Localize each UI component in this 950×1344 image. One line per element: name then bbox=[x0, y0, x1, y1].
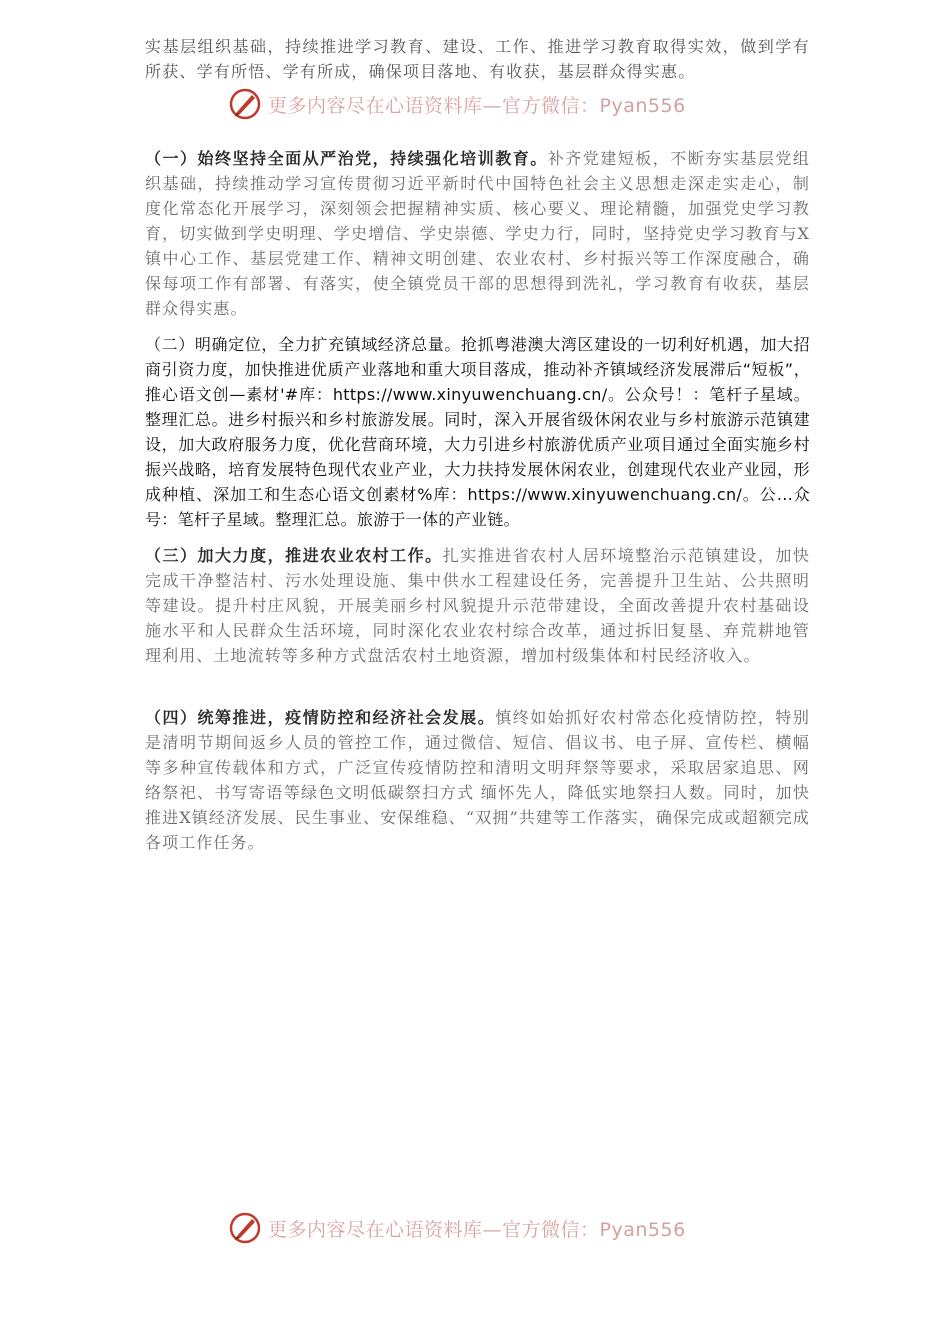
watermark-banner-bottom bbox=[228, 1210, 748, 1246]
pen-logo-icon bbox=[228, 87, 262, 121]
pen-logo-icon bbox=[228, 1211, 262, 1245]
watermark-banner-top bbox=[228, 86, 748, 122]
banner-text: 更多内容尽在心语资料库—官方微信：Pyan556 bbox=[268, 94, 686, 117]
paragraph-3: （三）加大力度，推进农业农村工作。扎实推进省农村人居环境整治示范镇建设，加快完成干净整洁村、污水处理设施、集中供水工程建设任务，完善提升卫生站、公共照明等建设。提升村庄风貌，开展美丽乡村风貌提升示范带建设，全面改善提升农村基础设施水平和人民群众生活环境，同时深化农业农村综合改革，通过拆旧复垦、弃荒耕地管理利用、土地流转等多种方式盘活农村土地资源，增加村级集体和村民经济收入。 bbox=[145, 546, 810, 665]
paragraph-1: （一）始终坚持全面从严治党，持续强化培训教育。补齐党建短板，不断夯实基层党组织基础，持续推动学习宣传贯彻习近平新时代中国特色社会主义思想走深走实走心，制度化常态化开展学习，深刻领会把握精神实质、核心要义、理论精髓，加强党史学习教育，切实做到学史明理、学史增信、学史崇德、学史力行，同时，坚持党史学习教育与X镇中心工作、基层党建工作、精神文明创建、农业农村、乡村振兴等工作深度融合，确保每项工作有部署、有落实，使全镇党员干部的思想得到洗礼，学习教育有收获，基层群众得实惠。 bbox=[145, 149, 810, 318]
paragraph-4: （四）统筹推进，疫情防控和经济社会发展。慎终如始抓好农村常态化疫情防控，特别是清明节期间返乡人员的管控工作，通过微信、短信、倡议书、电子屏、宣传栏、横幅等多种宣传载体和方式，广泛宣传疫情防控和清明文明拜祭等要求，采取居家追思、网络祭祀、书写寄语等绿色文明低碳祭扫方式 缅怀先人，降低实地祭扫人数。同时，加快推进X镇经济发展、民生事业、安保维稳、“双拥”共建等工作落实，确保完成或超额完成各项工作任务。 bbox=[145, 708, 810, 852]
paragraph-2: （二）明确定位，全力扩充镇域经济总量。抢抓粤港澳大湾区建设的一切利好机遇，加大招商引资力度，加快推进优质产业落地和重大项目落成，推动补齐镇域经济发展滞后“短板”，推心语文创—素材'#库：https://www.xinyuwenchuang.cn/。公众号！：笔杆子星域。整理汇总。进乡村振兴和乡村旅游发展。同时，深入开展省级休闲农业与乡村旅游示范镇建设，加大政府服务力度，优化营商环境，大力引进乡村旅游优质产业项目通过全面实施乡村振兴战略，培育发展特色现代农业产业，大力扶持发展休闲农业，创建现代农业产业园，形成种植、深加工和生态心语文创素材%库：https://www.xinyuwenchuang.cn/。公...众号：笔杆子星域。整理汇总。旅游于一体的产业链。 bbox=[145, 335, 810, 529]
banner-text: 更多内容尽在心语资料库—官方微信：Pyan556 bbox=[268, 1218, 686, 1241]
top-continuation-text: 实基层组织基础，持续推进学习教育、建设、工作、推进学习教育取得实效，做到学有所获、学有所悟、学有所成，确保项目落地、有收获，基层群众得实惠。 bbox=[145, 37, 810, 81]
